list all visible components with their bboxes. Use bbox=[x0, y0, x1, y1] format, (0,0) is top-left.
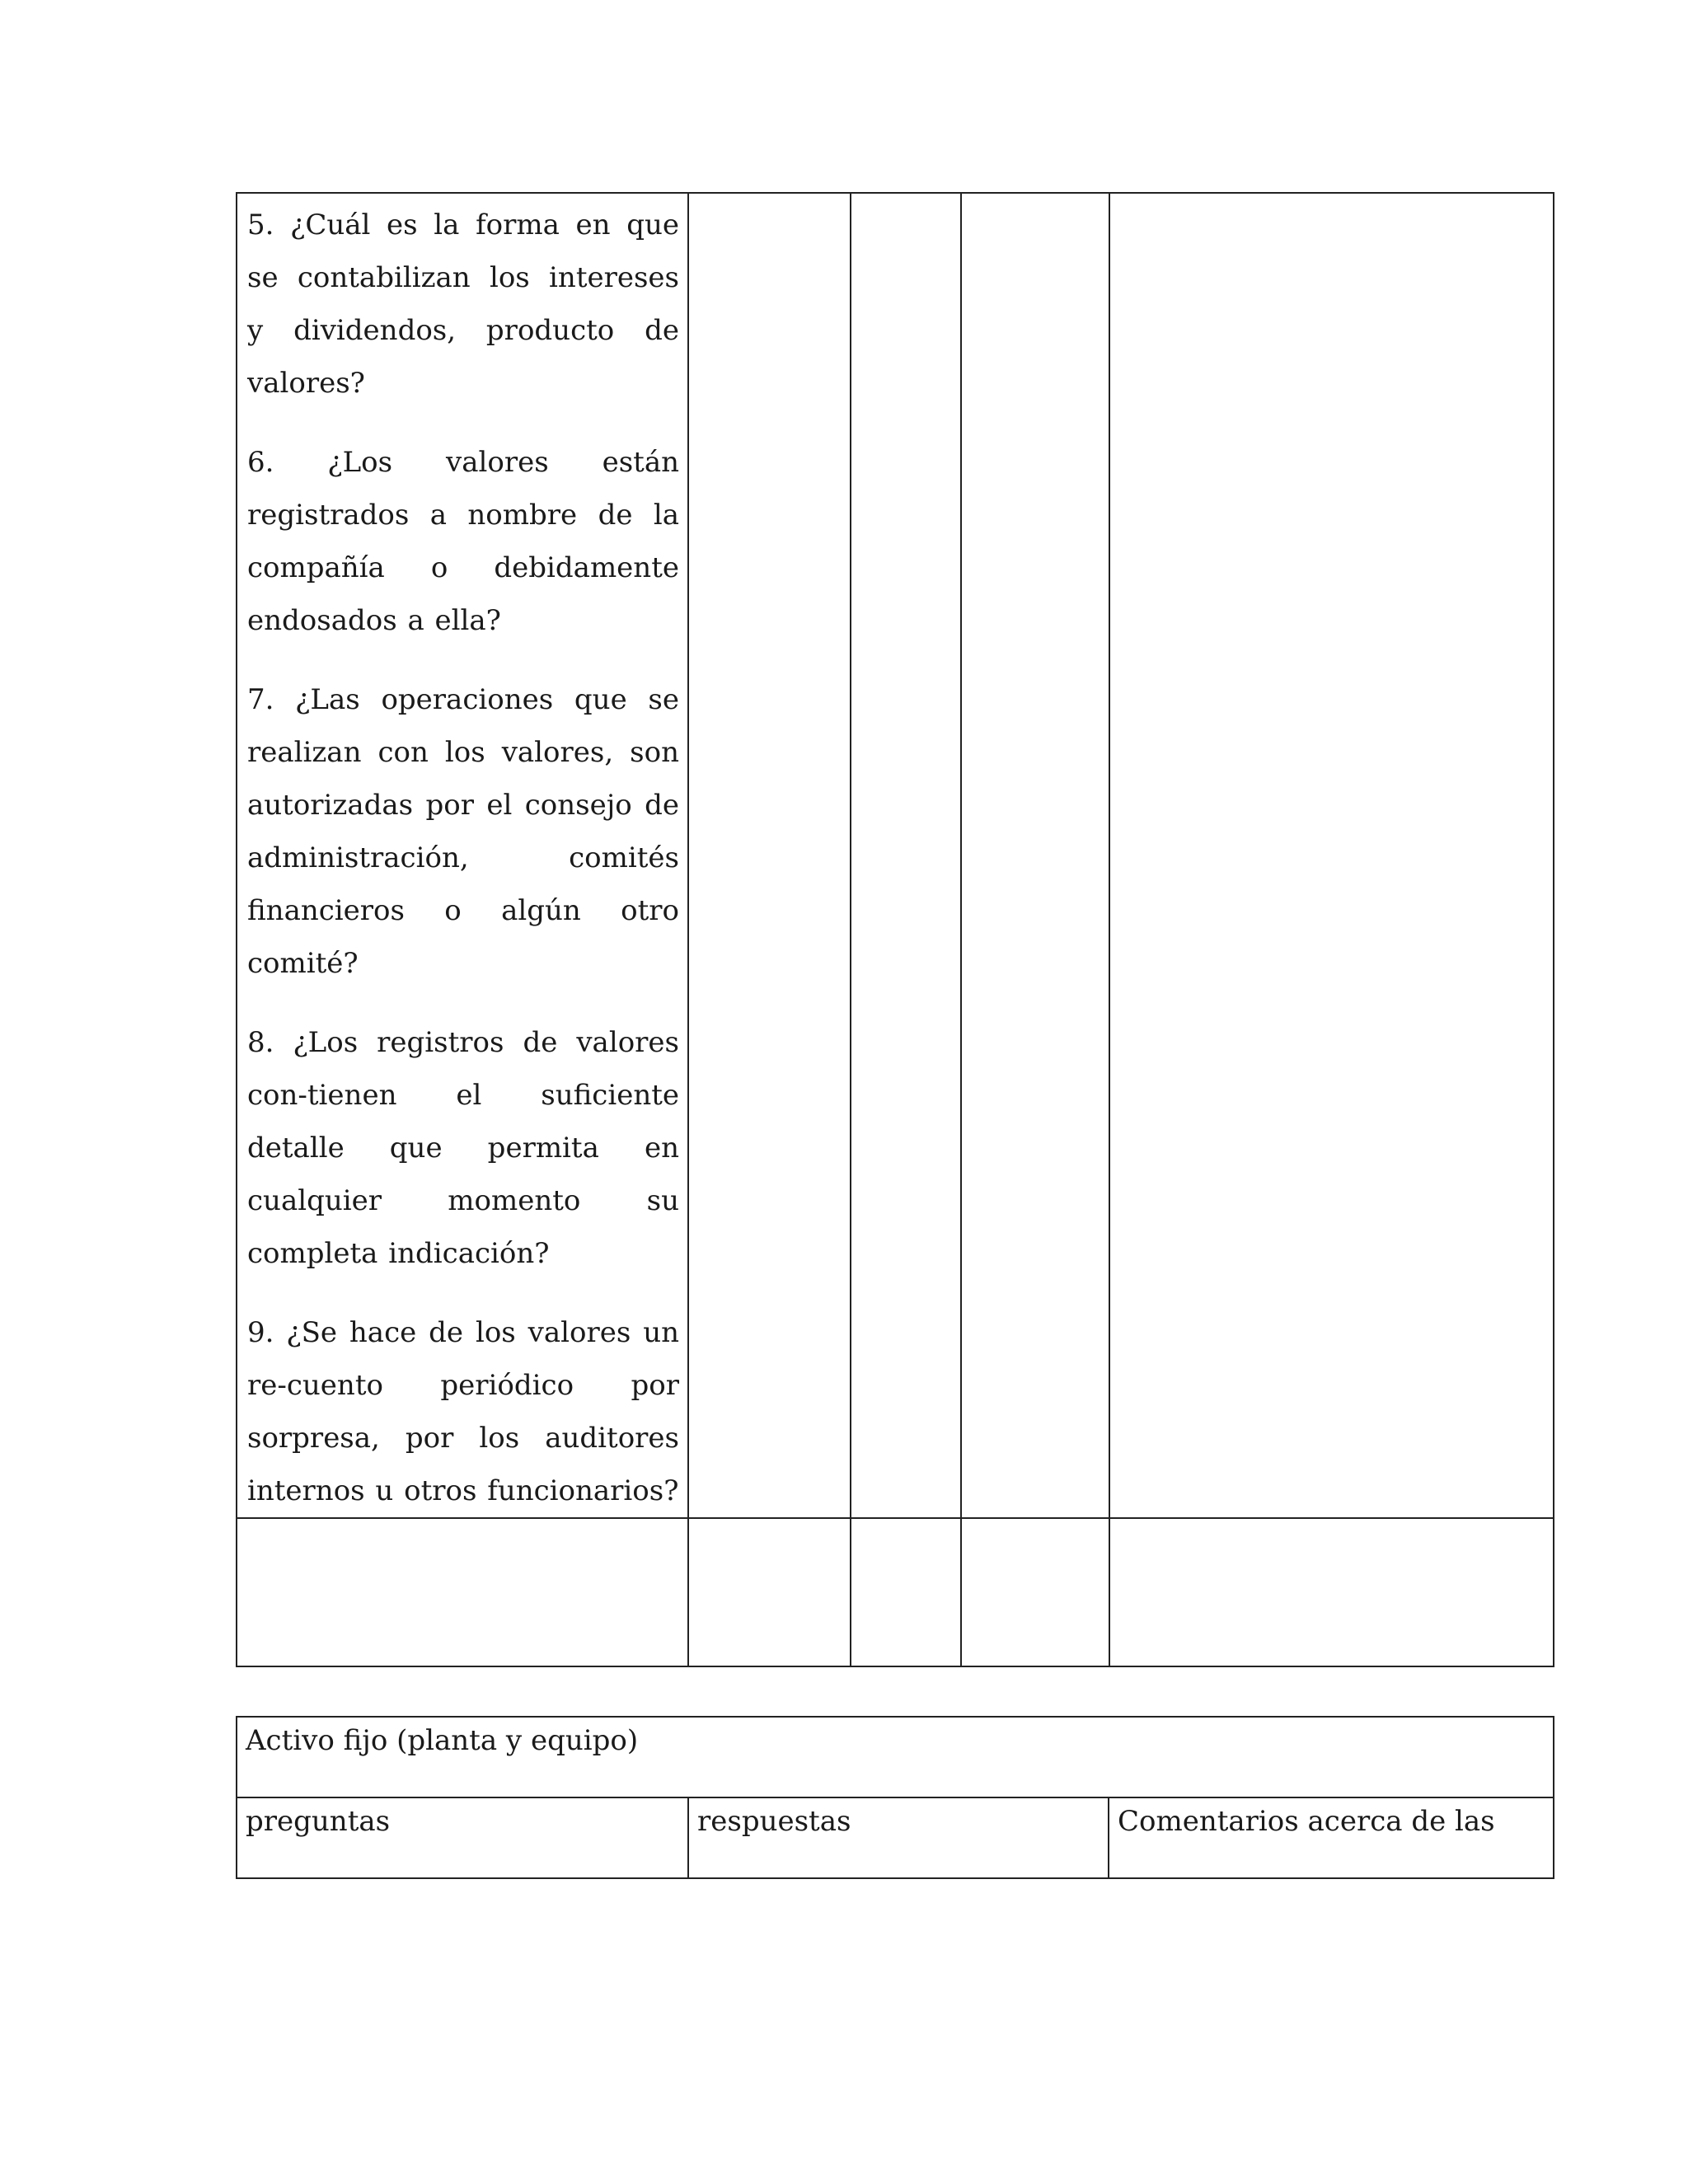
answer-na-cell[interactable] bbox=[961, 193, 1109, 1518]
answer-si-cell[interactable] bbox=[688, 193, 851, 1518]
question-8: 8. ¿Los registros de valores con-tienen el suficiente detalle que permita en cualquier momento su completa indicación? bbox=[247, 1026, 679, 1270]
header-cell bbox=[688, 1797, 1109, 1878]
questions-table bbox=[236, 192, 1554, 1667]
answer-no-cell[interactable] bbox=[851, 193, 961, 1518]
column-header-questions: preguntas bbox=[246, 1805, 391, 1838]
question-9: 9. ¿Se hace de los valores un re-cuento periódico por sorpresa, por los auditores internos u otros funcionarios? bbox=[247, 1316, 679, 1507]
empty-cell[interactable] bbox=[1109, 1518, 1554, 1666]
section-title-cell bbox=[237, 1717, 1554, 1797]
empty-cell[interactable] bbox=[851, 1518, 961, 1666]
table-row bbox=[237, 1518, 1554, 1666]
table-row bbox=[237, 193, 1554, 1518]
column-header-comments: Comentarios acerca de las bbox=[1118, 1805, 1495, 1838]
header-cell bbox=[237, 1797, 688, 1878]
fixed-assets-table bbox=[236, 1716, 1554, 1879]
questions-cell bbox=[237, 193, 688, 1518]
table-row bbox=[237, 1717, 1554, 1797]
question-6: 6. ¿Los valores están registrados a nombre de la compañía o debidamente endosados a ella? bbox=[247, 446, 679, 637]
section-title: Activo fijo (planta y equipo) bbox=[246, 1724, 639, 1757]
empty-cell[interactable] bbox=[961, 1518, 1109, 1666]
empty-cell[interactable] bbox=[688, 1518, 851, 1666]
header-cell bbox=[1109, 1797, 1554, 1878]
question-7: 7. ¿Las operaciones que se realizan con los valores, son autorizadas por el consejo de administración, comités financieros o algún otro comité? bbox=[247, 683, 679, 980]
table-row bbox=[237, 1797, 1554, 1878]
comments-cell[interactable] bbox=[1109, 193, 1554, 1518]
question-5: 5. ¿Cuál es la forma en que se contabilizan los intereses y dividendos, producto de valores? bbox=[247, 209, 679, 400]
empty-cell[interactable] bbox=[237, 1518, 688, 1666]
column-header-answers: respuestas bbox=[697, 1805, 851, 1838]
